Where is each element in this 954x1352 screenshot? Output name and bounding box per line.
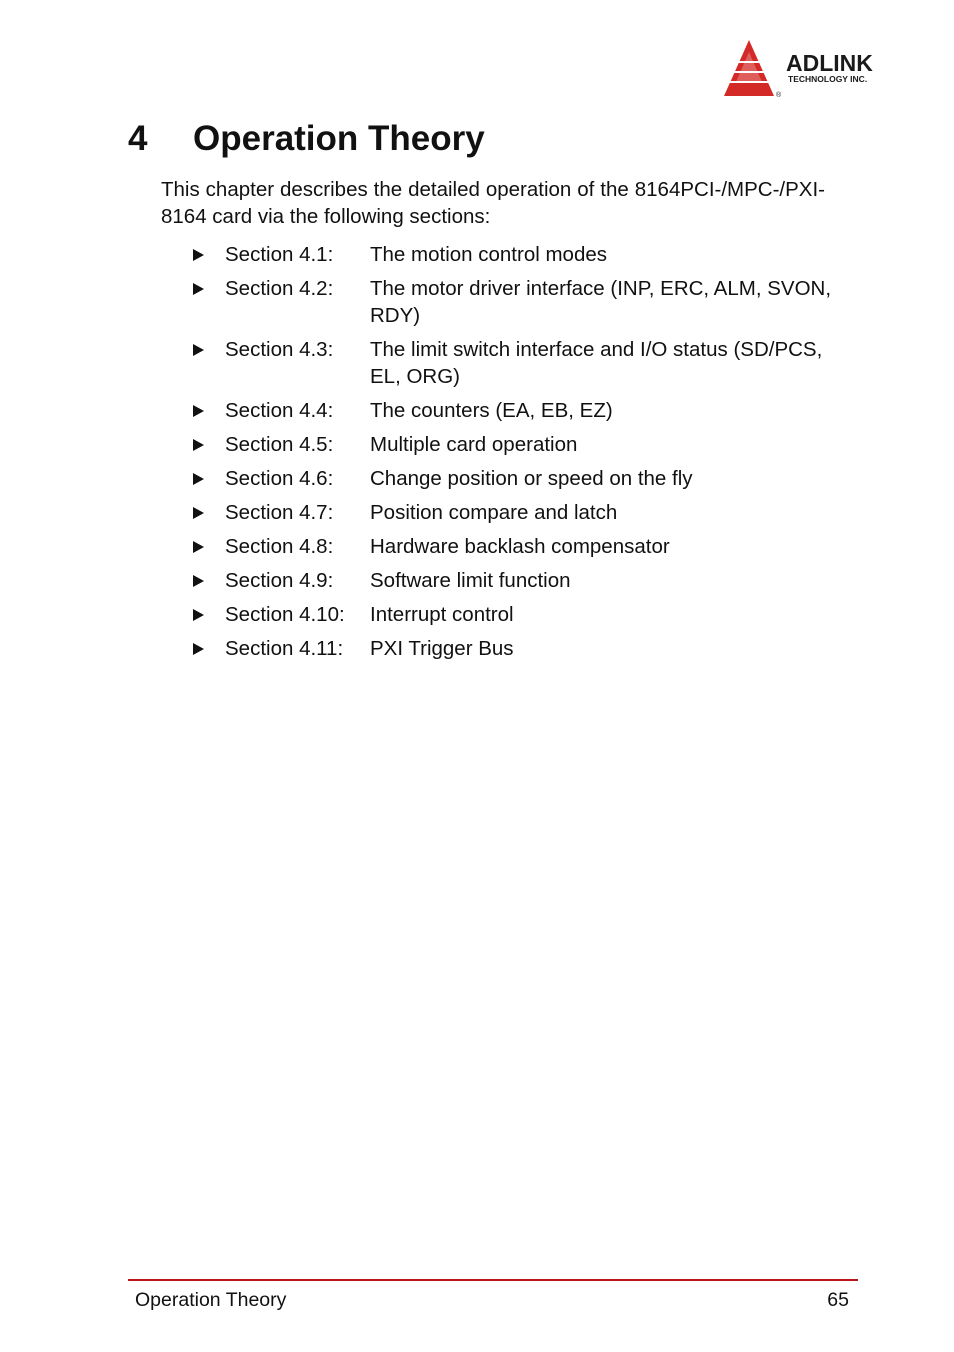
chapter-number: 4 [128, 119, 148, 158]
bullet-arrow-icon [193, 439, 204, 451]
logo-wordmark: ADLINK [786, 50, 873, 76]
footer-divider [128, 1279, 858, 1281]
section-title: Hardware backlash compensator [370, 535, 670, 558]
bullet-arrow-icon [193, 643, 204, 655]
section-ref: Section 4.2: [225, 277, 334, 300]
list-item [193, 241, 833, 268]
section-ref: Section 4.6: [225, 467, 334, 490]
chapter-heading [128, 116, 485, 162]
section-title: Software limit function [370, 569, 571, 592]
list-item [193, 431, 833, 458]
bullet-arrow-icon [193, 473, 204, 485]
adlink-logo-mark [722, 38, 912, 100]
section-list [193, 241, 833, 669]
bullet-arrow-icon [193, 405, 204, 417]
section-title: The motor driver interface (INP, ERC, ALM, SVON, RDY) [370, 277, 832, 327]
section-ref: Section 4.1: [225, 243, 334, 266]
chapter-title: Operation Theory [193, 119, 485, 158]
bullet-arrow-icon [193, 249, 204, 261]
bullet-arrow-icon [193, 609, 204, 621]
intro-paragraph: This chapter describes the detailed operation of the 8164PCI-/MPC-/PXI-8164 card via the following sections: [161, 178, 825, 228]
section-title: The counters (EA, EB, EZ) [370, 399, 613, 422]
list-item [193, 499, 833, 526]
list-item [193, 567, 833, 594]
footer-title: Operation Theory [135, 1289, 287, 1311]
section-ref: Section 4.4: [225, 399, 334, 422]
logo-tagline: TECHNOLOGY INC. [788, 74, 868, 84]
list-item [193, 533, 833, 560]
list-item [193, 601, 833, 628]
list-item [193, 465, 833, 492]
section-title: Interrupt control [370, 603, 514, 626]
section-title: The limit switch interface and I/O status (SD/PCS, EL, ORG) [370, 338, 823, 388]
page-number: 65 [827, 1289, 849, 1311]
section-title: Change position or speed on the fly [370, 467, 693, 490]
section-ref: Section 4.3: [225, 338, 334, 361]
section-title: PXI Trigger Bus [370, 637, 514, 660]
section-title: Position compare and latch [370, 501, 618, 524]
bullet-arrow-icon [193, 575, 204, 587]
list-item [193, 336, 833, 390]
section-ref: Section 4.5: [225, 433, 334, 456]
section-title: The motion control modes [370, 243, 608, 266]
section-ref: Section 4.8: [225, 535, 334, 558]
section-title: Multiple card operation [370, 433, 578, 456]
list-item [193, 275, 833, 329]
bullet-arrow-icon [193, 507, 204, 519]
registered-mark: ® [776, 92, 782, 99]
section-ref: Section 4.9: [225, 569, 334, 592]
bullet-arrow-icon [193, 283, 204, 295]
list-item [193, 635, 833, 662]
bullet-arrow-icon [193, 541, 204, 553]
bullet-arrow-icon [193, 344, 204, 356]
adlink-logo [722, 38, 912, 100]
section-ref: Section 4.11: [225, 637, 344, 660]
list-item [193, 397, 833, 424]
section-ref: Section 4.10: [225, 603, 345, 626]
section-ref: Section 4.7: [225, 501, 334, 524]
